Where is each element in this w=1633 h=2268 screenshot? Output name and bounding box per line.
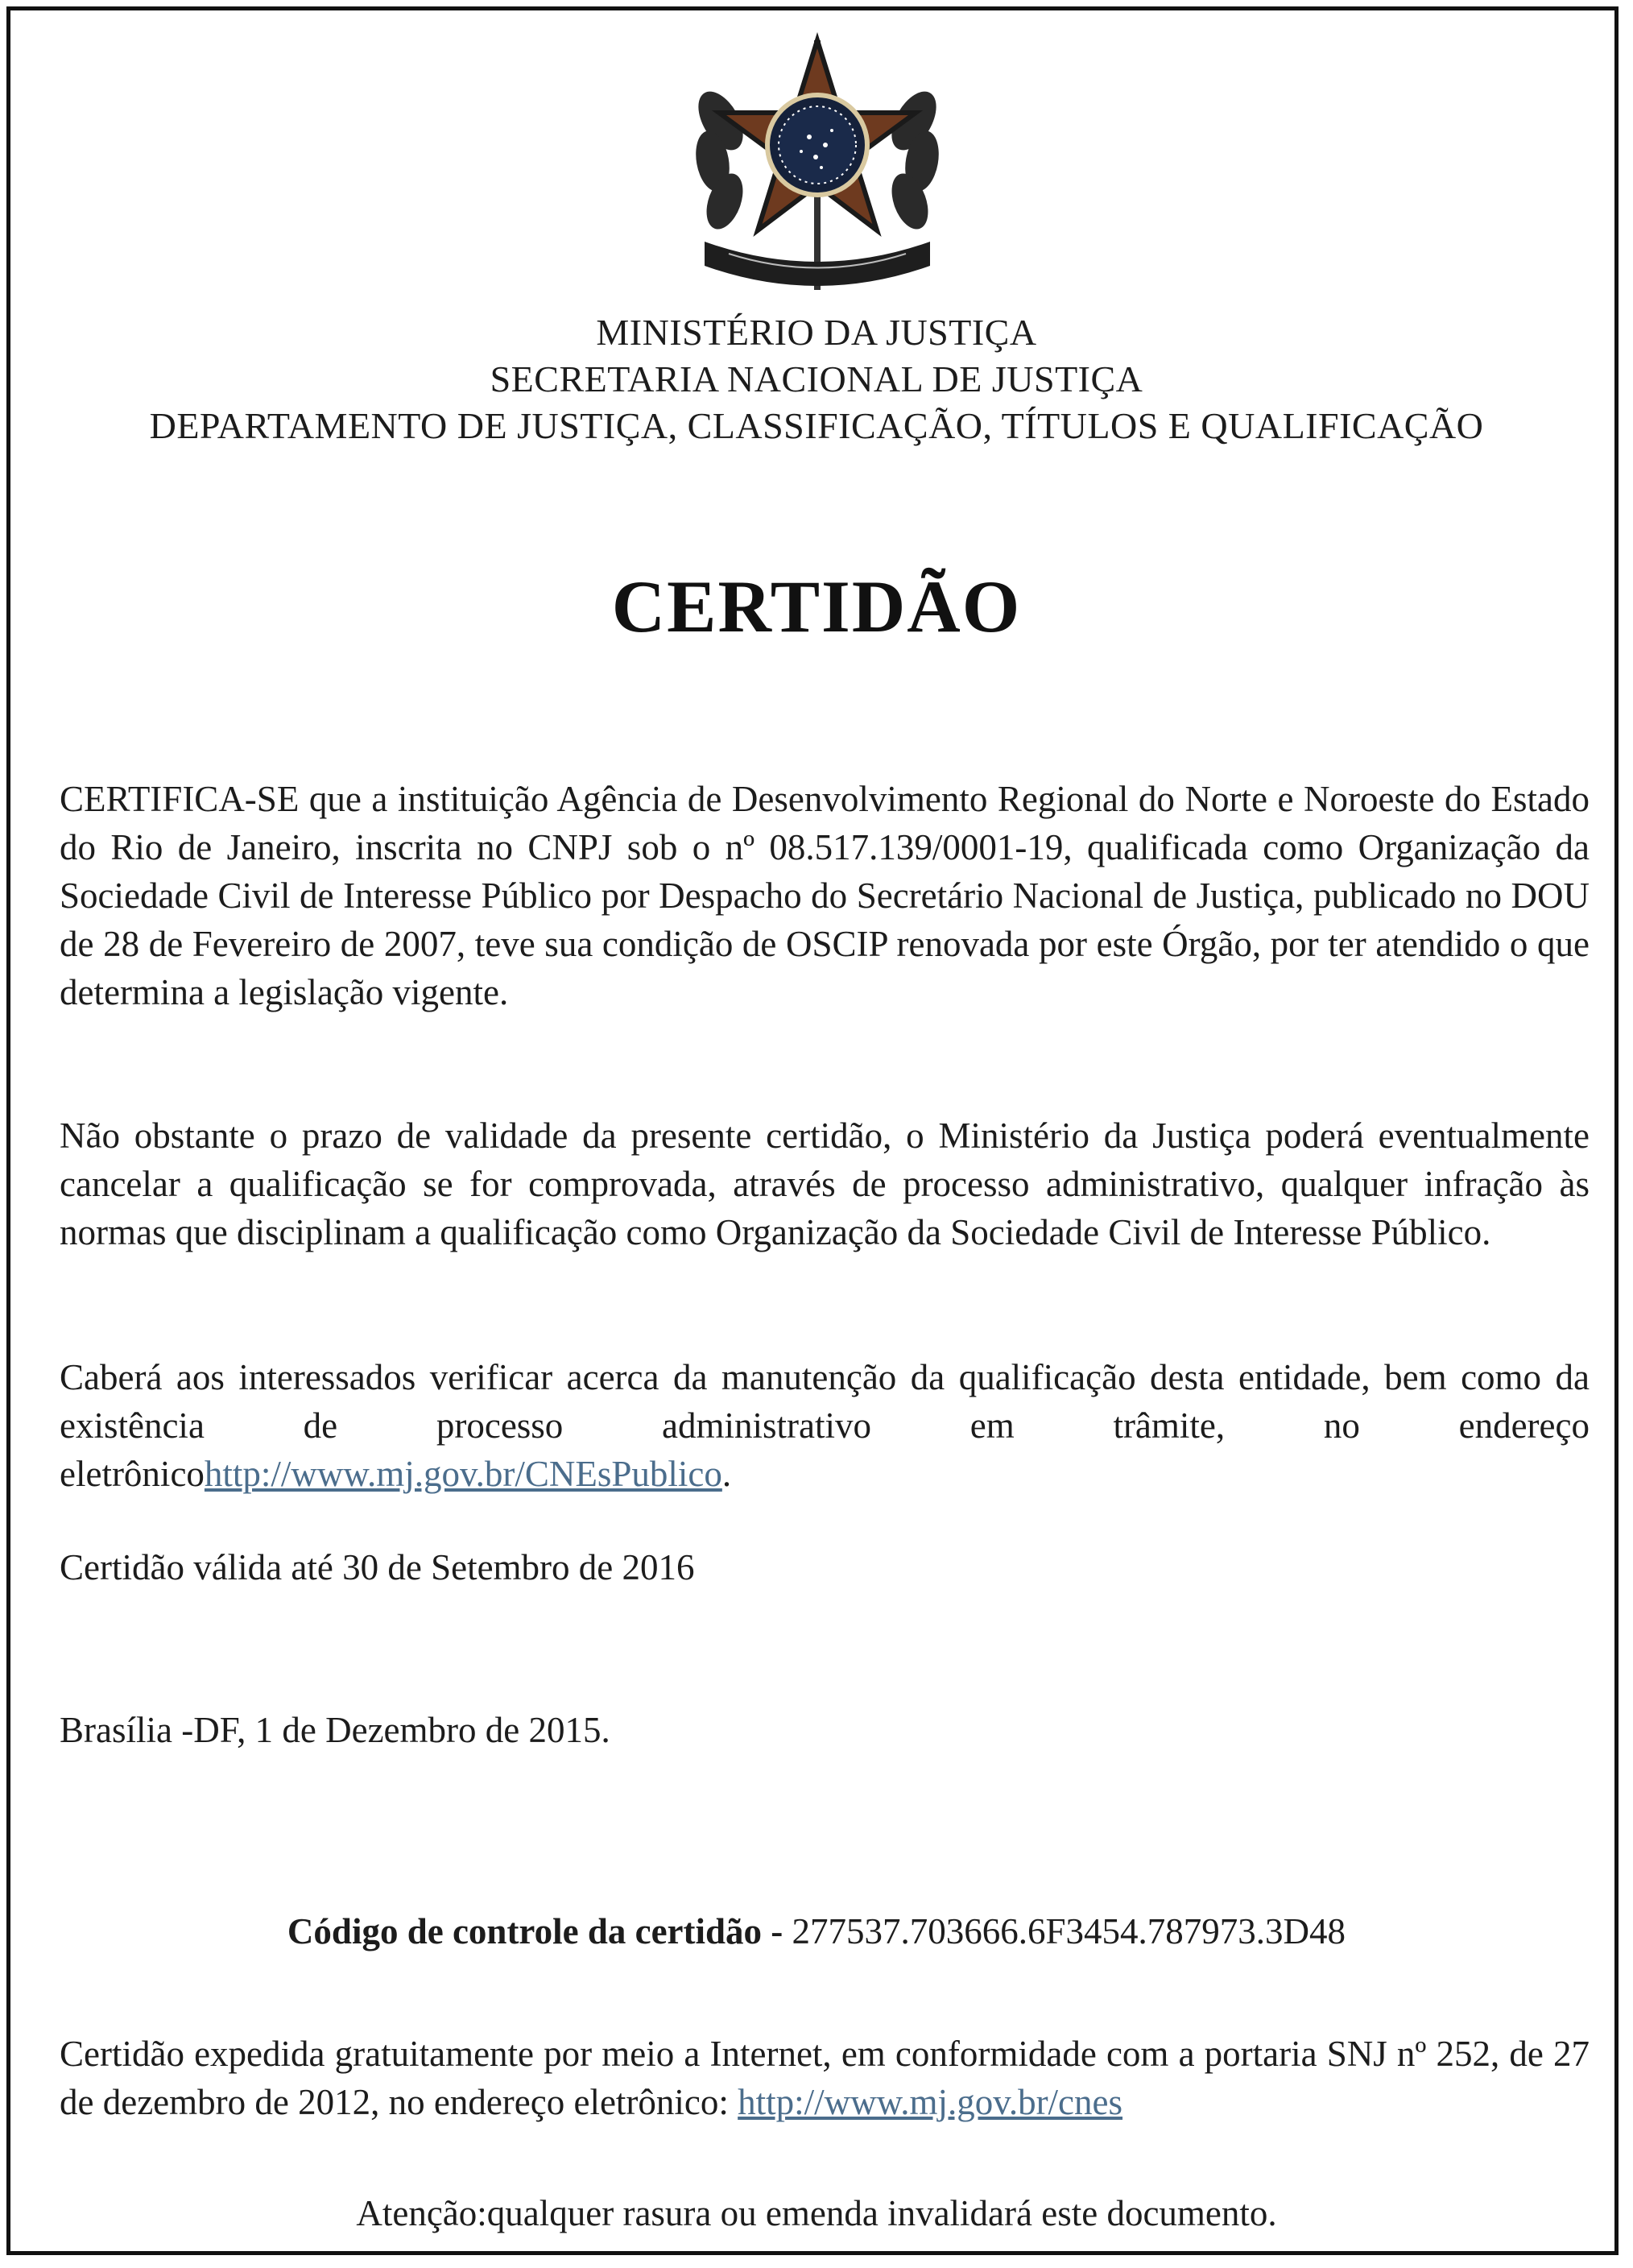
paragraph-verification bbox=[60, 1353, 1590, 1498]
verification-end: . bbox=[721, 1454, 732, 1494]
cnes-publico-link[interactable]: http://www.mj.gov.br/CNEsPublico bbox=[204, 1454, 722, 1494]
header-department: DEPARTAMENTO DE JUSTIÇA, CLASSIFICAÇÃO, TÍTULOS E QUALIFICAÇÃO bbox=[149, 405, 1484, 446]
document-title: CERTIDÃO bbox=[611, 565, 1022, 648]
verification-text: Caberá aos interessados verificar acerca da manutenção da qualificação desta entidade, bem como da existência de processo administrativo em trâmite, no endereço eletrônico bbox=[60, 1357, 1590, 1494]
coat-of-arms-icon bbox=[688, 24, 946, 298]
header-secretariat: SECRETARIA NACIONAL DE JUSTIÇA bbox=[490, 358, 1143, 399]
paragraph-validity-note: Não obstante o prazo de validade da presente certidão, o Ministério da Justiça poderá eventualmente cancelar a qualificação se for comprovada, através de processo administrativo, qualquer infração às normas que disciplinam a qualificação como Organização da Sociedade Civil de Interesse Público. bbox=[60, 1115, 1590, 1252]
control-code-label: Código de controle da certidão - bbox=[287, 1911, 783, 1951]
footer-warning: Atenção:qualquer rasura ou emenda invalidará este documento. bbox=[356, 2193, 1277, 2233]
control-code-value: 277537.703666.6F3454.787973.3D48 bbox=[792, 1911, 1346, 1951]
paragraph-certification: CERTIFICA-SE que a instituição Agência de Desenvolvimento Regional do Norte e Noroeste do Estado do Rio de Janeiro, inscrita no CNPJ sob o nº 08.517.139/0001-19, qualificada como Organização da Sociedade Civil de Interesse Público por Despacho do Secretário Nacional de Justiça, publicado no DOU de 28 de Fevereiro de 2007, teve sua condição de OSCIP renovada por este Órgão, por ter atendido o que determina a legislação vigente. bbox=[60, 779, 1590, 1012]
place-and-date: Brasília -DF, 1 de Dezembro de 2015. bbox=[60, 1710, 610, 1750]
footer-text: Certidão expedida gratuitamente por meio a Internet, em conformidade com a portaria SNJ nº 252, de 27 de dezembro de 2012, no endereço eletrônico: bbox=[60, 2034, 1590, 2122]
validity-date: Certidão válida até 30 de Setembro de 2016 bbox=[60, 1547, 695, 1587]
cnes-link[interactable]: http://www.mj.gov.br/cnes bbox=[738, 2082, 1123, 2122]
header-ministry: MINISTÉRIO DA JUSTIÇA bbox=[596, 312, 1037, 353]
footer-issuance-note bbox=[60, 2030, 1590, 2126]
control-code-line bbox=[0, 1910, 1633, 1952]
